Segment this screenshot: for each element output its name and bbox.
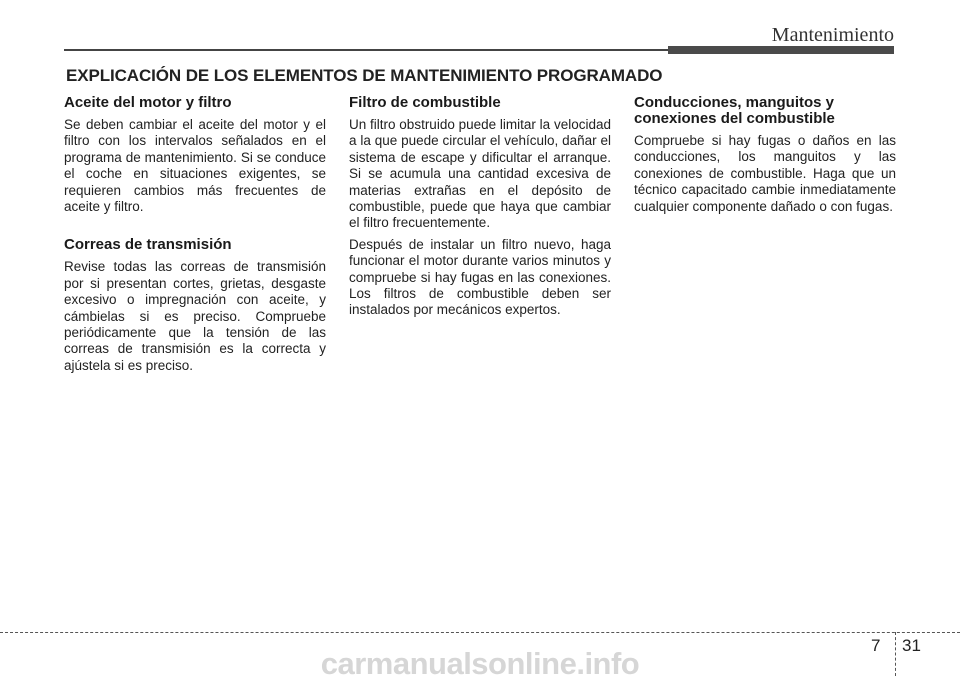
heading-drive-belts: Correas de transmisión xyxy=(64,236,232,254)
paragraph-engine-oil: Se deben cambiar el aceite del motor y el filtro con los intervalos señalados en el programa de mantenimiento. Si se conduce el coche en situaciones exigentes, se requieren cambios más frecuentes de aceite y filtro. xyxy=(64,117,326,215)
watermark: carmanualsonline.info xyxy=(320,646,640,681)
paragraph-drive-belts: Revise todas las correas de transmisión por si presentan cortes, grietas, desgaste excesivo o impregnación con aceite, y cámbielas si es preciso. Compruebe periódicamente que la tensión de las correas de transmisión es la correcta y ajústela si es preciso. xyxy=(64,259,326,373)
paragraph-fuel-filter-2: Después de instalar un filtro nuevo, haga funcionar el motor durante varios minutos y compruebe si hay fugas en las conexiones. Los filtros de combustible deben ser instalados por mecánicos expertos. xyxy=(349,236,611,318)
chapter-title: Mantenimiento xyxy=(771,24,894,46)
heading-fuel-lines-line1: Conducciones, manguitos y xyxy=(634,94,835,111)
page-number: 31 xyxy=(902,636,921,655)
header-rule xyxy=(64,49,670,51)
header-rule-accent xyxy=(668,46,894,54)
section-title: EXPLICACIÓN DE LOS ELEMENTOS DE MANTENIMIENTO PROGRAMADO xyxy=(66,66,663,85)
heading-fuel-filter: Filtro de combustible xyxy=(349,94,501,111)
column-2 xyxy=(349,95,611,324)
footer-rule xyxy=(0,632,960,633)
heading-fuel-lines xyxy=(634,95,896,127)
chapter-number: 7 xyxy=(871,636,881,655)
heading-engine-oil: Aceite del motor y filtro xyxy=(64,94,232,111)
paragraph-fuel-lines: Compruebe si hay fugas o daños en las conducciones, los manguitos y las conexiones de combustible. Haga que un técnico capacitado cambie inmediatamente cualquier componente dañado o con fugas. xyxy=(634,133,896,214)
column-3 xyxy=(634,95,896,220)
heading-fuel-lines-line2: conexiones del combustible xyxy=(634,110,835,127)
paragraph-fuel-filter-1: Un filtro obstruido puede limitar la velocidad a la que puede circular el vehículo, dañar el sistema de escape y dificultar el arranque. Si se acumula una cantidad excesiva de materias extrañas en el depósito de combustible, puede que haya que cambiar el filtro frecuentemente. xyxy=(349,117,611,231)
column-1 xyxy=(64,95,326,379)
